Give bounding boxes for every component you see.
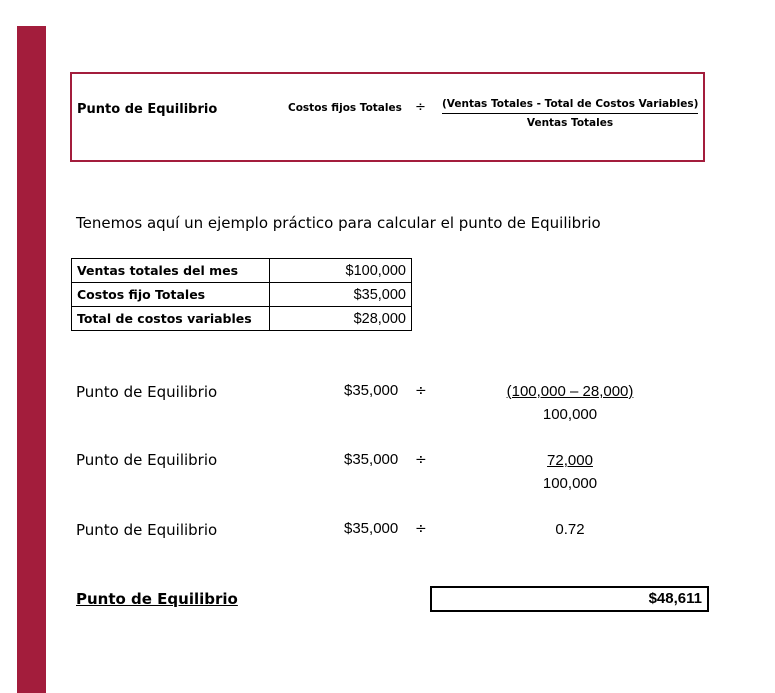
calc-fraction-top: 72,000: [547, 452, 593, 469]
calc-fixed-cost: $35,000: [344, 451, 399, 468]
table-row-label: Ventas totales del mes: [72, 259, 270, 283]
calc-fixed-cost: $35,000: [344, 520, 399, 537]
formula-fraction-bottom: Ventas Totales: [526, 117, 614, 129]
result-value: $48,611: [430, 586, 709, 612]
calc-step-2: [0, 449, 775, 492]
table-row-label: Costos fijo Totales: [72, 283, 270, 307]
calc-fraction-bottom: 100,000: [542, 475, 598, 492]
calc-step-3: [0, 518, 775, 558]
divide-icon: ÷: [415, 383, 427, 399]
formula-numerator: Costos fijos Totales: [288, 102, 402, 114]
formula-title: Punto de Equilibrio: [77, 102, 218, 117]
intro-text: Tenemos aquí un ejemplo práctico para calcular el punto de Equilibrio: [76, 214, 601, 232]
formula-fraction: [442, 98, 698, 129]
formula-box: [70, 72, 705, 162]
table-row-value: $35,000: [270, 283, 412, 307]
calc-fraction: [490, 380, 650, 426]
formula-fraction-top: (Ventas Totales - Total de Costos Variables): [442, 98, 698, 114]
table-row-value: $100,000: [270, 259, 412, 283]
divide-icon: ÷: [415, 100, 426, 115]
calc-fraction-bottom: 100,000: [542, 406, 598, 423]
calc-ratio: 0.72: [555, 521, 585, 538]
divide-icon: ÷: [415, 452, 427, 468]
result-label: Punto de Equilibrio: [76, 590, 238, 608]
table-row-value: $28,000: [270, 307, 412, 331]
calc-label: Punto de Equilibrio: [76, 383, 218, 401]
accent-bar: [17, 26, 46, 693]
calc-fixed-cost: $35,000: [344, 382, 399, 399]
calc-label: Punto de Equilibrio: [76, 521, 218, 539]
table-row: [72, 307, 412, 331]
calc-fraction: [490, 449, 650, 495]
calc-label: Punto de Equilibrio: [76, 451, 218, 469]
data-table: [71, 258, 412, 331]
table-row: [72, 283, 412, 307]
calc-fraction-top: (100,000 – 28,000): [506, 383, 634, 400]
divide-icon: ÷: [415, 521, 427, 537]
table-row-label: Total de costos variables: [72, 307, 270, 331]
table-row: [72, 259, 412, 283]
calc-step-1: [0, 380, 775, 423]
